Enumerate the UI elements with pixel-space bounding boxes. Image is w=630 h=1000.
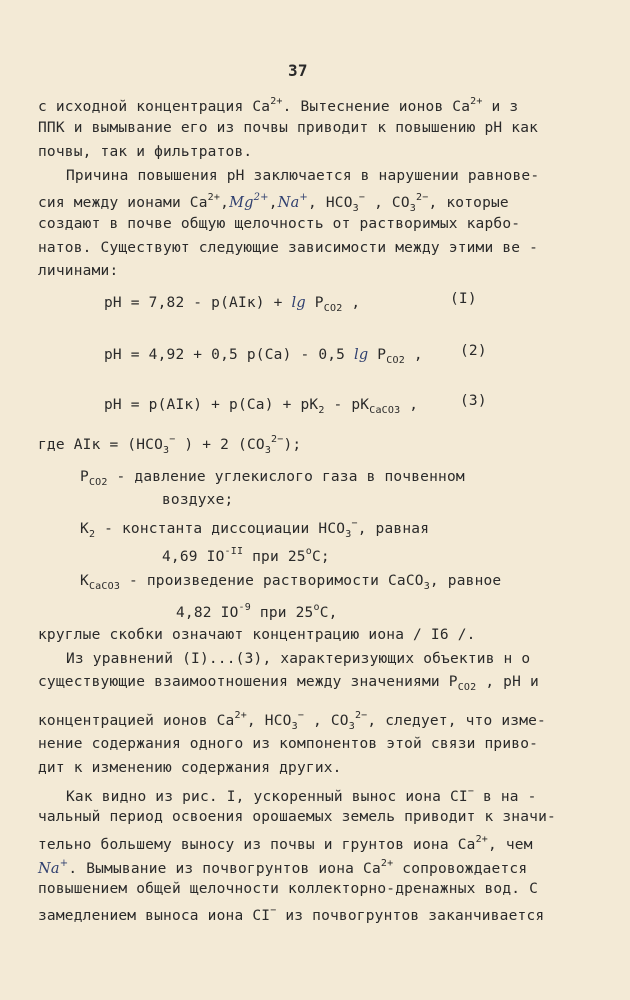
page-number: 37 (288, 61, 308, 80)
text-line: создают в почве общую щелочность от растворимых карбо- (38, 216, 521, 232)
definition-k2: $K_2$ - константа диссоциации $HCO_3^-$, равная (80, 518, 430, 540)
text-line: нение содержания одного из компонентов этой связи приво- (38, 736, 539, 752)
text-line: почвы, так и фильтратов. (38, 144, 253, 160)
equation-1: pH = $7,82 - p(AIк) + \lg P_{CO2}$ , (104, 295, 361, 314)
definition-pco2: $P_{CO2}$ - давление углекислого газа в почвенном (80, 469, 465, 488)
text-line: Из уравнений (I)...(3), характеризующих объектив н о (66, 651, 531, 667)
text-line: повышением общей щелочности коллекторно-дренажных вод. С (38, 881, 539, 897)
text-line: личинами: (38, 263, 119, 279)
text-line: 4,69 $IO^{-II}$ при 25$^o$C; (162, 546, 330, 565)
text-line: концентрацией ионов $Ca^{2+}$, $HCO_3^-$ , $CO_3^{2-}$, следует, что изме- (38, 710, 546, 732)
equation-number: (3) (460, 393, 487, 409)
text-line: круглые скобки означают концентрацию иона / I6 /. (38, 627, 476, 643)
text-line: натов. Существуют следующие зависимости между этими ве - (38, 240, 539, 256)
equation-number: (2) (460, 343, 487, 359)
equation-number: (I) (450, 291, 477, 307)
text-line: Причина повышения pH заключается в нарушении равнове- (66, 168, 540, 184)
text-line: ППК и вымывание его из почвы приводит к повышению pH как (38, 120, 539, 136)
text-line: Как видно из рис. I, ускоренный вынос иона CI− в на - (66, 786, 537, 805)
definition-kcaco3: $K_{CaCO3}$ - произведение растворимости CaCO$_3$, равное (80, 573, 502, 592)
text-line: 4,82 $IO^{-9}$ при 25$^o$C, (176, 602, 338, 621)
text-line: где AIк = ($HCO_3^-$ ) + 2 $(CO_3^{2-})$; (38, 434, 302, 456)
text-line: с исходной концентрация $Ca^{2+}$. Вытеснение ионов $Ca^{2+}$ и з (38, 96, 519, 115)
text-line: сия между ионами $Ca^{2+},Mg^{2+},Na^+$, $HCO_3^-$ , $CO_3^{2-}$, которые (38, 192, 509, 214)
text-line: Na+. Вымывание из почвогрунтов иона $Ca^{2+}$ сопровождается (38, 858, 528, 877)
equation-3: pH = $p(AIк) + p(Ca) + pK_2 - pK_{CaCO3}$ , (104, 397, 419, 416)
text-line: чальный период освоения орошаемых земель приводит к значи- (38, 809, 556, 825)
text-line: воздухе; (162, 492, 234, 508)
text-line: существующие взаимоотношения между значениями $P_{CO2}$ , pH и (38, 674, 539, 693)
text-line: замедлением выноса иона CI− из почвогрунтов заканчивается (38, 905, 545, 924)
equation-2: pH = 4,92 + 0,5 p(Ca) - 0,5 $\lg P_{CO2}$ , (104, 347, 423, 366)
text-line: дит к изменению содержания других. (38, 760, 342, 776)
text-line: тельно большему выносу из почвы и грунтов иона $Ca^{2+}$, чем (38, 834, 533, 853)
